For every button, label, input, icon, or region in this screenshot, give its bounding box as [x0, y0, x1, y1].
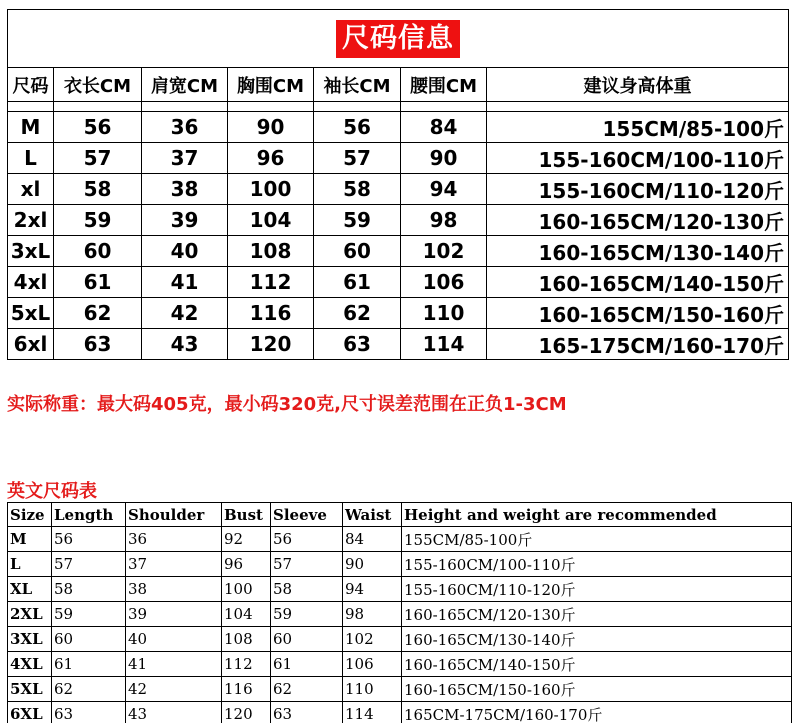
en-cell-waist: 110: [343, 677, 402, 702]
en-cell-sleeve: 59: [271, 602, 343, 627]
table-row: [8, 577, 792, 602]
cn-cell-waist: 94: [401, 174, 487, 205]
cn-header-bust: 胸围CM: [228, 68, 314, 102]
en-cell-recommend: 160-165CM/130-140斤: [402, 627, 792, 652]
cn-cell-sleeve: 57: [314, 143, 401, 174]
cn-cell-shoulder: 37: [142, 143, 228, 174]
cn-cell-waist: 90: [401, 143, 487, 174]
table-row: [8, 112, 789, 143]
en-cell-sleeve: 57: [271, 552, 343, 577]
en-cell-size: 2XL: [8, 602, 52, 627]
table-row: [8, 236, 789, 267]
en-cell-bust: 116: [222, 677, 271, 702]
en-cell-bust: 100: [222, 577, 271, 602]
en-cell-size: 3XL: [8, 627, 52, 652]
cn-cell-waist: 84: [401, 112, 487, 143]
en-cell-shoulder: 36: [126, 527, 222, 552]
cn-cell-sleeve: 63: [314, 329, 401, 360]
cn-cell-sleeve: 56: [314, 112, 401, 143]
en-header-recommend: Height and weight are recommended: [402, 503, 792, 527]
en-cell-bust: 96: [222, 552, 271, 577]
cn-cell-length: 58: [54, 174, 142, 205]
cn-table-title: 尺码信息: [336, 20, 460, 58]
cn-cell-bust: 100: [228, 174, 314, 205]
en-cell-length: 58: [52, 577, 126, 602]
spacer-cell: [8, 102, 54, 112]
spacer-cell: [228, 102, 314, 112]
cn-spacer-row: [8, 102, 789, 112]
en-cell-waist: 84: [343, 527, 402, 552]
en-cell-recommend: 155-160CM/110-120斤: [402, 577, 792, 602]
en-cell-length: 62: [52, 677, 126, 702]
en-size-table: [7, 502, 792, 723]
cn-cell-length: 59: [54, 205, 142, 236]
en-cell-sleeve: 60: [271, 627, 343, 652]
spacer-cell: [314, 102, 401, 112]
en-cell-shoulder: 38: [126, 577, 222, 602]
cn-cell-bust: 116: [228, 298, 314, 329]
en-cell-shoulder: 39: [126, 602, 222, 627]
cn-cell-waist: 98: [401, 205, 487, 236]
table-row: [8, 602, 792, 627]
cn-cell-length: 63: [54, 329, 142, 360]
spacer-cell: [54, 102, 142, 112]
table-row: [8, 527, 792, 552]
cn-cell-size: L: [8, 143, 54, 174]
en-header-waist: Waist: [343, 503, 402, 527]
cn-cell-waist: 106: [401, 267, 487, 298]
table-row: [8, 174, 789, 205]
en-cell-sleeve: 56: [271, 527, 343, 552]
cn-table-body: [8, 112, 789, 360]
en-cell-sleeve: 62: [271, 677, 343, 702]
en-cell-sleeve: 58: [271, 577, 343, 602]
en-cell-size: 6XL: [8, 702, 52, 723]
en-cell-bust: 120: [222, 702, 271, 723]
en-cell-recommend: 165CM-175CM/160-170斤: [402, 702, 792, 723]
table-row: [8, 552, 792, 577]
en-header-size: Size: [8, 503, 52, 527]
cn-cell-recommend: 160-165CM/130-140斤: [487, 236, 789, 267]
table-row: [8, 205, 789, 236]
cn-cell-size: 4xl: [8, 267, 54, 298]
en-header-length: Length: [52, 503, 126, 527]
cn-cell-shoulder: 40: [142, 236, 228, 267]
en-cell-sleeve: 61: [271, 652, 343, 677]
table-row: [8, 298, 789, 329]
en-cell-length: 61: [52, 652, 126, 677]
en-cell-waist: 114: [343, 702, 402, 723]
table-row: [8, 143, 789, 174]
cn-size-table: [7, 9, 789, 360]
cn-cell-bust: 96: [228, 143, 314, 174]
cn-cell-recommend: 155-160CM/110-120斤: [487, 174, 789, 205]
en-table-body: [8, 527, 792, 723]
spacer-cell: [487, 102, 789, 112]
en-cell-recommend: 155CM/85-100斤: [402, 527, 792, 552]
cn-header-sleeve: 袖长CM: [314, 68, 401, 102]
cn-cell-length: 62: [54, 298, 142, 329]
en-cell-length: 60: [52, 627, 126, 652]
en-cell-recommend: 160-165CM/140-150斤: [402, 652, 792, 677]
en-cell-bust: 92: [222, 527, 271, 552]
cn-cell-shoulder: 36: [142, 112, 228, 143]
cn-cell-bust: 108: [228, 236, 314, 267]
en-cell-shoulder: 37: [126, 552, 222, 577]
cn-cell-sleeve: 61: [314, 267, 401, 298]
en-cell-waist: 106: [343, 652, 402, 677]
cn-cell-sleeve: 59: [314, 205, 401, 236]
cn-cell-sleeve: 58: [314, 174, 401, 205]
cn-cell-size: 3xL: [8, 236, 54, 267]
cn-cell-length: 57: [54, 143, 142, 174]
en-cell-length: 56: [52, 527, 126, 552]
cn-cell-shoulder: 39: [142, 205, 228, 236]
cn-cell-shoulder: 42: [142, 298, 228, 329]
cn-cell-recommend: 160-165CM/150-160斤: [487, 298, 789, 329]
en-cell-bust: 104: [222, 602, 271, 627]
cn-cell-bust: 90: [228, 112, 314, 143]
en-cell-sleeve: 63: [271, 702, 343, 723]
cn-cell-sleeve: 60: [314, 236, 401, 267]
table-row: [8, 329, 789, 360]
en-cell-recommend: 160-165CM/150-160斤: [402, 677, 792, 702]
cn-cell-recommend: 155-160CM/100-110斤: [487, 143, 789, 174]
cn-title-row: [8, 10, 789, 68]
table-row: [8, 267, 789, 298]
cn-header-size: 尺码: [8, 68, 54, 102]
en-cell-bust: 112: [222, 652, 271, 677]
en-cell-length: 63: [52, 702, 126, 723]
en-cell-size: L: [8, 552, 52, 577]
en-cell-size: M: [8, 527, 52, 552]
en-cell-size: 4XL: [8, 652, 52, 677]
cn-title-cell: [8, 10, 789, 68]
cn-cell-length: 56: [54, 112, 142, 143]
cn-cell-length: 61: [54, 267, 142, 298]
table-row: [8, 627, 792, 652]
en-cell-size: 5XL: [8, 677, 52, 702]
cn-cell-bust: 104: [228, 205, 314, 236]
cn-cell-length: 60: [54, 236, 142, 267]
cn-cell-shoulder: 38: [142, 174, 228, 205]
cn-cell-size: M: [8, 112, 54, 143]
cn-cell-recommend: 165-175CM/160-170斤: [487, 329, 789, 360]
cn-cell-recommend: 155CM/85-100斤: [487, 112, 789, 143]
cn-cell-shoulder: 43: [142, 329, 228, 360]
cn-cell-size: 5xL: [8, 298, 54, 329]
cn-cell-waist: 114: [401, 329, 487, 360]
cn-cell-recommend: 160-165CM/120-130斤: [487, 205, 789, 236]
cn-cell-sleeve: 62: [314, 298, 401, 329]
weight-note: 实际称重：最大码405克，最小码320克,尺寸误差范围在正负1-3CM: [7, 394, 567, 415]
en-header-shoulder: Shoulder: [126, 503, 222, 527]
en-cell-bust: 108: [222, 627, 271, 652]
en-header-sleeve: Sleeve: [271, 503, 343, 527]
en-cell-recommend: 160-165CM/120-130斤: [402, 602, 792, 627]
spacer-cell: [142, 102, 228, 112]
cn-cell-waist: 110: [401, 298, 487, 329]
en-cell-waist: 102: [343, 627, 402, 652]
cn-cell-bust: 112: [228, 267, 314, 298]
en-cell-shoulder: 43: [126, 702, 222, 723]
cn-header-row: [8, 68, 789, 102]
cn-cell-waist: 102: [401, 236, 487, 267]
cn-cell-bust: 120: [228, 329, 314, 360]
cn-header-waist: 腰围CM: [401, 68, 487, 102]
en-cell-recommend: 155-160CM/100-110斤: [402, 552, 792, 577]
spacer-cell: [401, 102, 487, 112]
cn-header-length: 衣长CM: [54, 68, 142, 102]
en-cell-length: 57: [52, 552, 126, 577]
cn-cell-size: 6xl: [8, 329, 54, 360]
en-cell-length: 59: [52, 602, 126, 627]
en-cell-waist: 94: [343, 577, 402, 602]
table-row: [8, 652, 792, 677]
cn-header-shoulder: 肩宽CM: [142, 68, 228, 102]
en-header-bust: Bust: [222, 503, 271, 527]
cn-cell-shoulder: 41: [142, 267, 228, 298]
en-header-row: [8, 503, 792, 527]
cn-cell-size: 2xl: [8, 205, 54, 236]
table-row: [8, 702, 792, 723]
en-cell-waist: 98: [343, 602, 402, 627]
en-cell-shoulder: 40: [126, 627, 222, 652]
en-table-caption: 英文尺码表: [7, 481, 97, 502]
cn-header-recommend: 建议身高体重: [487, 68, 789, 102]
table-row: [8, 677, 792, 702]
en-cell-waist: 90: [343, 552, 402, 577]
cn-cell-recommend: 160-165CM/140-150斤: [487, 267, 789, 298]
en-cell-shoulder: 42: [126, 677, 222, 702]
en-cell-size: XL: [8, 577, 52, 602]
cn-cell-size: xl: [8, 174, 54, 205]
en-cell-shoulder: 41: [126, 652, 222, 677]
